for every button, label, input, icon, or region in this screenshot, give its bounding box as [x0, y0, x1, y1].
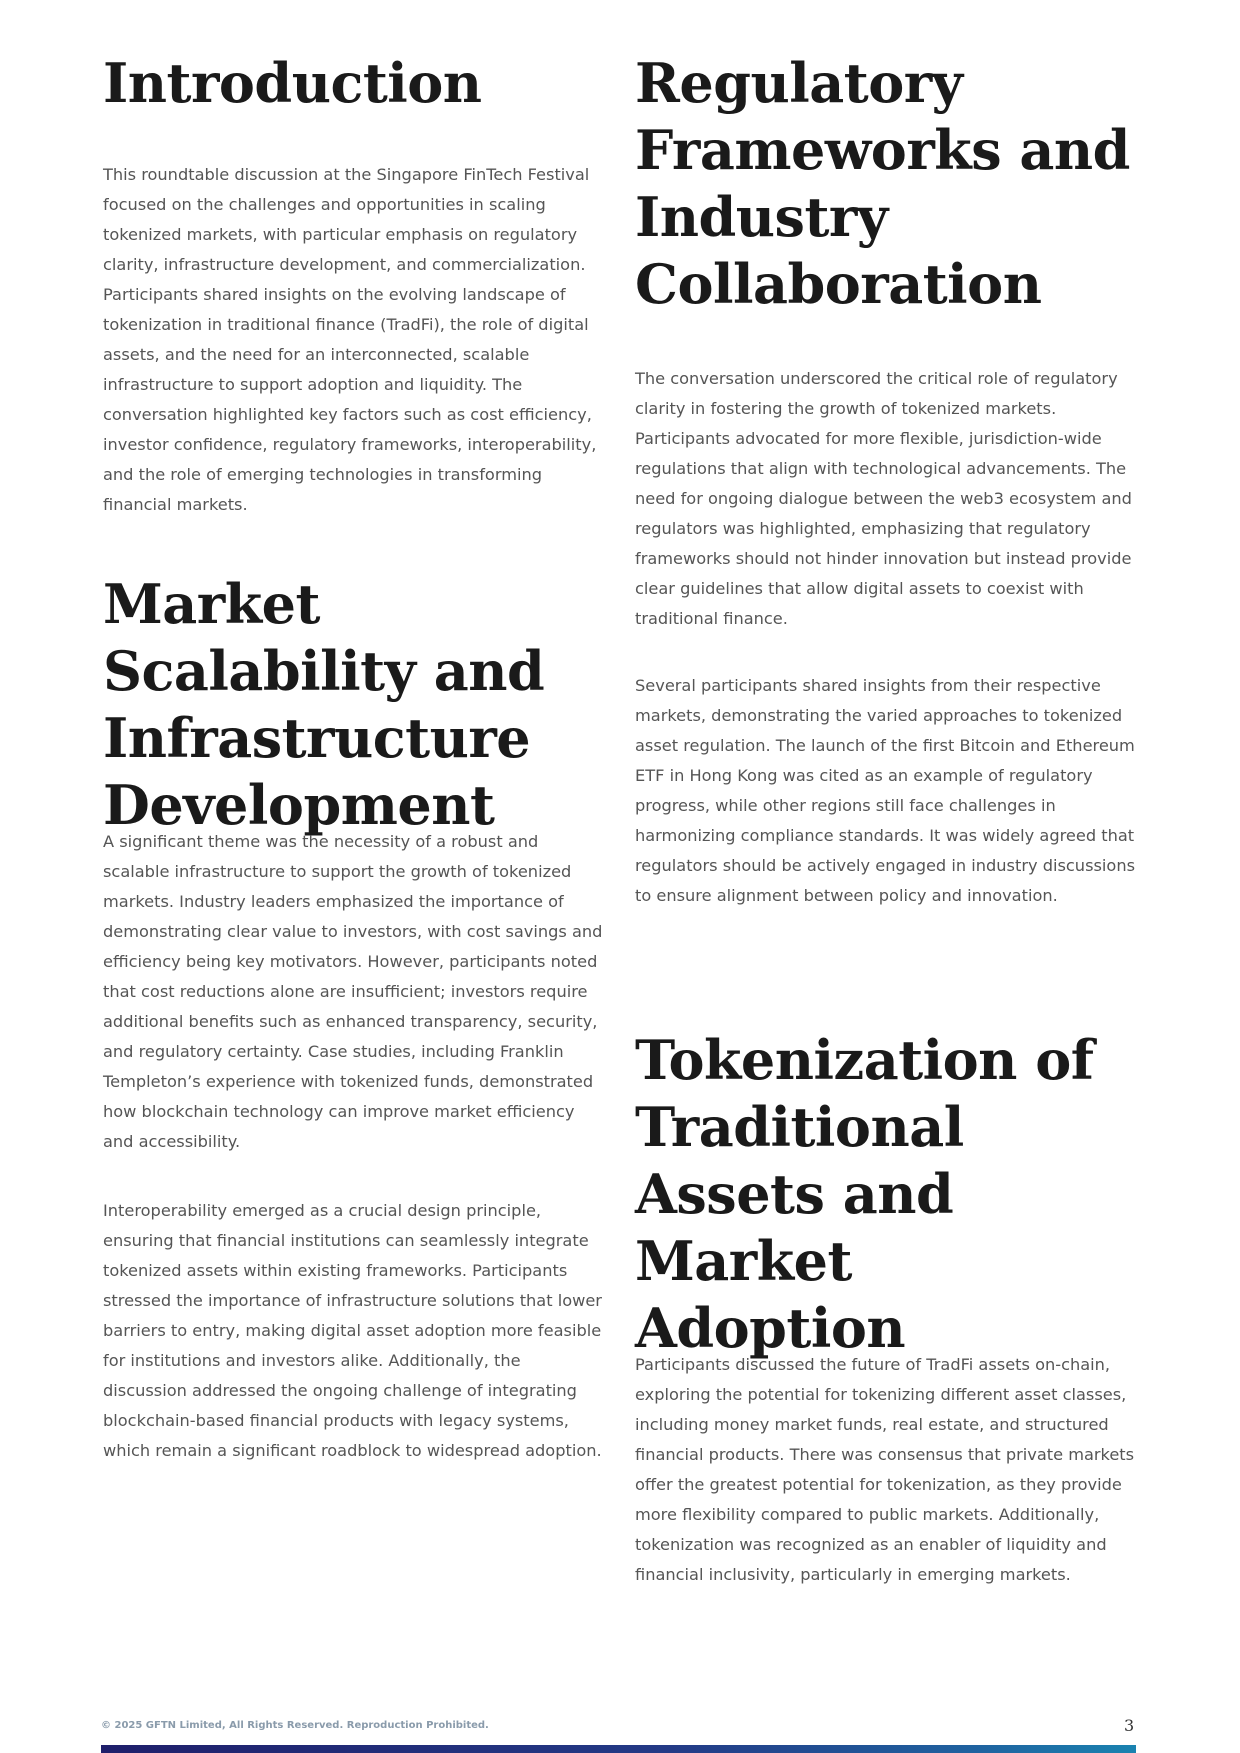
- regulatory-heading: Regulatory Frameworks and Industry Collaboration: [635, 51, 1130, 316]
- market-scalability-paragraph-1: A significant theme was the necessity of a robust and scalable infrastructure to support the growth of tokenized markets. Industry leaders emphasized the importance of demonstrating clear value to investors, with cost savings and efficiency being key motivators. However, participants noted that cost reductions alone are insufficient; investors require additional benefits such as enhanced transparency, security, and regulatory certainty. Case studies, including Franklin Templeton’s experience with tokenized funds, demonstrated how blockchain technology can improve market efficiency and accessibility.: [103, 832, 603, 1151]
- market-scalability-paragraph-2: Interoperability emerged as a crucial design principle, ensuring that financial institutions can seamlessly integrate tokenized assets within existing frameworks. Participants stressed the importance of infrastructure solutions that lower barriers to entry, making digital asset adoption more feasible for institutions and investors alike. Additionally, the discussion addressed the ongoing challenge of integrating blockchain-based financial products with legacy systems, which remain a significant roadblock to widespread adoption.: [103, 1201, 602, 1460]
- market-scalability-heading: Market Scalability and Infrastructure Development: [103, 572, 545, 837]
- regulatory-paragraph-1: The conversation underscored the critical role of regulatory clarity in fostering the growth of tokenized markets. Participants advocated for more flexible, jurisdiction-wide regulations that align with technological advancements. The need for ongoing dialogue between the web3 ecosystem and regulators was highlighted, emphasizing that regulatory frameworks should not hinder innovation but instead provide clear guidelines that allow digital assets to coexist with traditional finance.: [635, 369, 1132, 628]
- page-number: 3: [1124, 1716, 1135, 1735]
- regulatory-paragraph-2: Several participants shared insights from their respective markets, demonstrating the varied approaches to tokenized asset regulation. The launch of the first Bitcoin and Ethereum ETF in Hong Kong was cited as an example of regulatory progress, while other regions still face challenges in harmonizing compliance standards. It was widely agreed that regulators should be actively engaged in industry discussions to ensure alignment between policy and innovation.: [635, 676, 1136, 905]
- tokenization-body: Participants discussed the future of TradFi assets on-chain, exploring the potential for tokenizing different asset classes, including money market funds, real estate, and structured financial products. There was consensus that private markets offer the greatest potential for tokenization, as they provide more flexibility compared to public markets. Additionally, tokenization was recognized as an enabler of liquidity and financial inclusivity, particularly in emerging markets.: [635, 1355, 1135, 1584]
- introduction-heading: Introduction: [103, 51, 482, 115]
- tokenization-heading: Tokenization of Traditional Assets and Market Adoption: [635, 1028, 1094, 1360]
- footer-bar: [101, 1745, 1136, 1753]
- footer-copyright: © 2025 GFTN Limited, All Rights Reserved. Reproduction Prohibited.: [101, 1720, 489, 1731]
- introduction-body: This roundtable discussion at the Singapore FinTech Festival focused on the challenges and opportunities in scaling tokenized markets, with particular emphasis on regulatory clarity, infrastructure development, and commercialization. Participants shared insights on the evolving landscape of tokenization in traditional finance (TradFi), the role of digital assets, and the need for an interconnected, scalable infrastructure to support adoption and liquidity. The conversation highlighted key factors such as cost efficiency, investor confidence, regulatory frameworks, interoperability, and the role of emerging technologies in transforming financial markets.: [103, 165, 597, 514]
